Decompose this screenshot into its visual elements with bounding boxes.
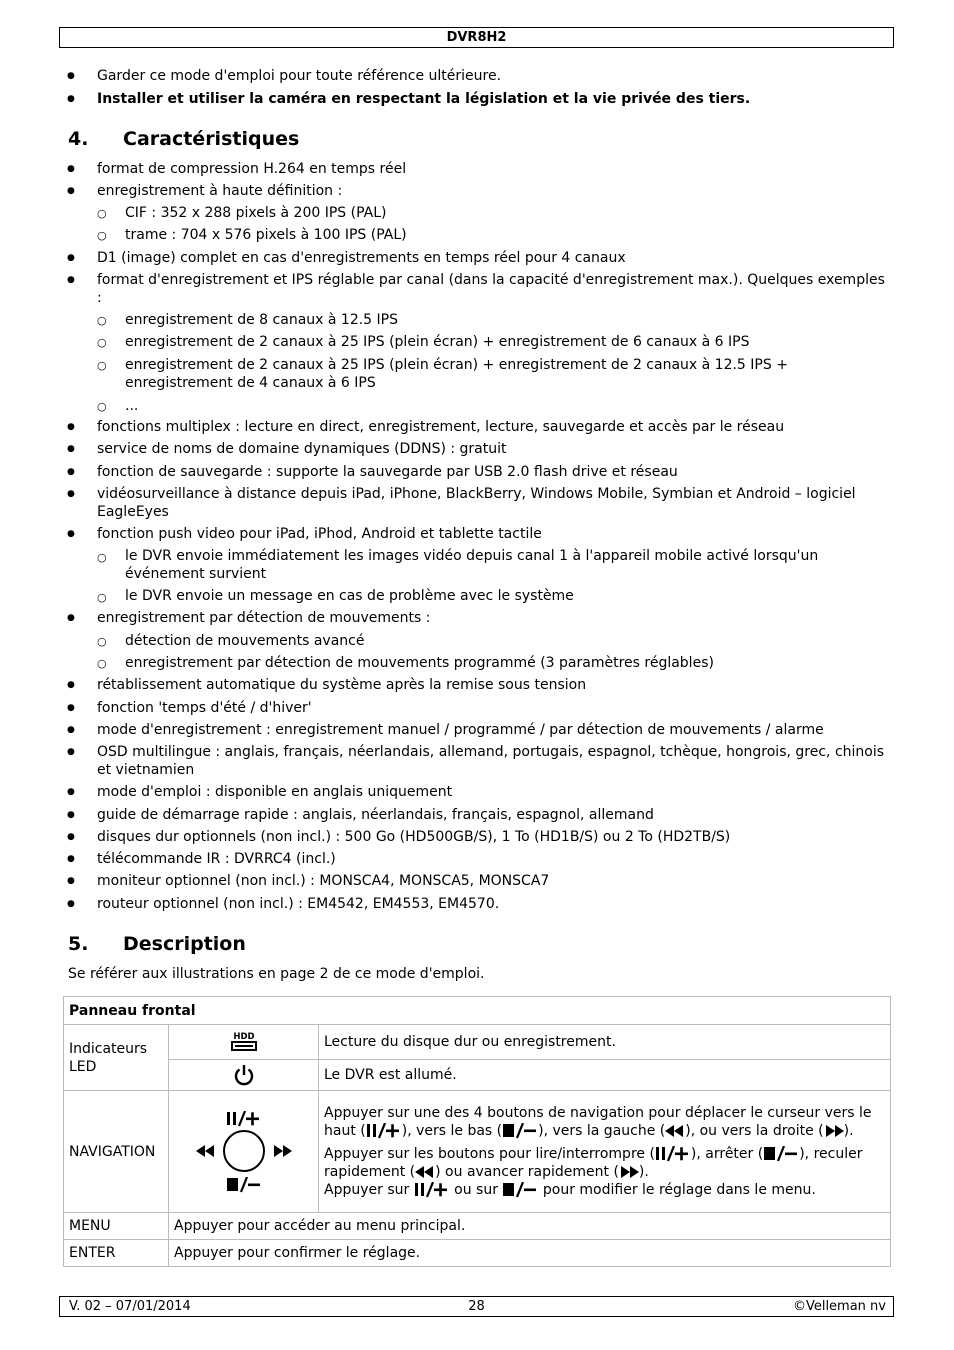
play-pause-plus-icon <box>366 1123 402 1139</box>
menu-label: MENU <box>64 1213 169 1240</box>
list-subitem: le DVR envoie immédiatement les images vidéo depuis canal 1 à l'appareil mobile activé lorsqu'un événement survient <box>125 548 819 582</box>
list-subitem: CIF : 352 x 288 pixels à 200 IPS (PAL) <box>125 205 387 221</box>
page-header <box>59 27 894 48</box>
bullet: ● <box>67 253 75 263</box>
bullet: ● <box>67 529 75 539</box>
table-row <box>64 1060 891 1091</box>
bullet: ● <box>67 703 75 713</box>
navigation-pad-icon <box>188 1109 300 1195</box>
section-title: Caractéristiques <box>123 128 300 150</box>
table-row <box>64 1240 891 1267</box>
rewind-icon <box>415 1165 435 1179</box>
sub-bullet: ○ <box>97 359 107 372</box>
sub-bullet: ○ <box>97 400 107 413</box>
svg-text:HDD: HDD <box>232 1032 255 1042</box>
fast-forward-icon <box>824 1124 844 1138</box>
page-footer <box>59 1296 894 1317</box>
bullet: ● <box>67 747 75 757</box>
list-item: guide de démarrage rapide : anglais, néerlandais, français, espagnol, allemand <box>97 807 654 823</box>
list-item: disques dur optionnels (non incl.) : 500 Go (HD500GB/S), 1 To (HD1B/S) ou 2 To (HD2TB/S) <box>97 829 731 845</box>
section-title: Description <box>123 933 246 955</box>
list-item: format d'enregistrement et IPS réglable par canal (dans la capacité d'enregistrement max.). Quelques exemples : <box>97 272 885 306</box>
play-pause-plus-icon <box>414 1182 450 1198</box>
sub-bullet: ○ <box>97 229 107 242</box>
list-subitem: trame : 704 x 576 pixels à 100 IPS (PAL) <box>125 227 407 243</box>
list-item: mode d'enregistrement : enregistrement manuel / programmé / par détection de mouvements / alarme <box>97 722 824 738</box>
list-item: D1 (image) complet en cas d'enregistrements en temps réel pour 4 canaux <box>97 250 626 266</box>
list-item: fonctions multiplex : lecture en direct, enregistrement, lecture, sauvegarde et accès par le réseau <box>97 419 785 435</box>
list-subitem: enregistrement de 8 canaux à 12.5 IPS <box>125 312 398 328</box>
list-item: vidéosurveillance à distance depuis iPad, iPhone, BlackBerry, Windows Mobile, Symbian et Android – logiciel EagleEyes <box>97 486 856 520</box>
list-subitem: ... <box>125 398 139 414</box>
footer-page-number: 28 <box>468 1299 485 1314</box>
list-item: enregistrement à haute définition : <box>97 183 343 199</box>
bullet: ● <box>67 899 75 909</box>
bullet: ● <box>67 467 75 477</box>
bullet: ● <box>67 876 75 886</box>
nav-desc-playback: Appuyer sur les boutons pour lire/interrompre ( ), arrêter ( ), reculer rapidement ( ) ou avancer rapidement ( ). <box>324 1146 863 1180</box>
sub-bullet: ○ <box>97 635 107 648</box>
hdd-led-icon <box>230 1030 258 1054</box>
footer-version: V. 02 – 07/01/2014 <box>69 1299 191 1314</box>
bullet: ● <box>67 164 75 174</box>
list-item: moniteur optionnel (non incl.) : MONSCA4, MONSCA5, MONSCA7 <box>97 873 550 889</box>
section-number: 5. <box>68 933 89 955</box>
power-icon <box>232 1063 256 1087</box>
power-desc: Le DVR est allumé. <box>319 1060 891 1091</box>
power-cell <box>169 1060 319 1091</box>
table-row <box>64 1025 891 1060</box>
section-intro: Se référer aux illustrations en page 2 de ce mode d'emploi. <box>68 966 485 982</box>
bullet: ● <box>67 444 75 454</box>
list-subitem: le DVR envoie un message en cas de problème avec le système <box>125 588 574 604</box>
front-panel-table <box>63 996 891 1267</box>
list-item: enregistrement par détection de mouvements : <box>97 610 431 626</box>
enter-desc: Appuyer pour confirmer le réglage. <box>169 1240 891 1267</box>
nav-label: NAVIGATION <box>64 1091 169 1213</box>
list-subitem: enregistrement de 2 canaux à 25 IPS (plein écran) + enregistrement de 6 canaux à 6 IPS <box>125 334 750 350</box>
nav-cell <box>169 1091 319 1213</box>
stop-minus-icon <box>502 1182 538 1198</box>
hdd-desc: Lecture du disque dur ou enregistrement. <box>319 1025 891 1060</box>
menu-desc: Appuyer pour accéder au menu principal. <box>169 1213 891 1240</box>
list-item: fonction push video pour iPad, iPhod, Android et tablette tactile <box>97 526 542 542</box>
nav-desc-adjust: Appuyer sur ou sur pour modifier le réglage dans le menu. <box>324 1182 816 1198</box>
list-item: télécommande IR : DVRRC4 (incl.) <box>97 851 336 867</box>
list-item: routeur optionnel (non incl.) : EM4542, EM4553, EM4570. <box>97 896 500 912</box>
table-row <box>64 997 891 1025</box>
bullet: ● <box>67 787 75 797</box>
sub-bullet: ○ <box>97 336 107 349</box>
sub-bullet: ○ <box>97 207 107 220</box>
list-item: service de noms de domaine dynamiques (DDNS) : gratuit <box>97 441 507 457</box>
list-item: rétablissement automatique du système après la remise sous tension <box>97 677 587 693</box>
play-pause-plus-icon <box>655 1146 691 1162</box>
rewind-icon <box>665 1124 685 1138</box>
bullet: ● <box>67 854 75 864</box>
list-item: Installer et utiliser la caméra en respectant la législation et la vie privée des tiers. <box>97 91 751 107</box>
list-subitem: enregistrement de 2 canaux à 25 IPS (plein écran) + enregistrement de 2 canaux à 12.5 IPS + enregistrement de 4 canaux à 6 IPS <box>125 357 788 391</box>
led-label: Indicateurs LED <box>64 1025 169 1091</box>
table-row <box>64 1091 891 1213</box>
bullet: ● <box>67 489 75 499</box>
bullet: ● <box>67 810 75 820</box>
nav-desc <box>319 1091 891 1213</box>
list-subitem: enregistrement par détection de mouvements programmé (3 paramètres réglables) <box>125 655 714 671</box>
bullet: ● <box>67 71 75 81</box>
table-heading: Panneau frontal <box>64 997 891 1025</box>
list-item: mode d'emploi : disponible en anglais uniquement <box>97 784 453 800</box>
sub-bullet: ○ <box>97 657 107 670</box>
list-item: Garder ce mode d'emploi pour toute référence ultérieure. <box>97 68 502 84</box>
fast-forward-icon <box>619 1165 639 1179</box>
list-item: OSD multilingue : anglais, français, néerlandais, allemand, portugais, espagnol, tchèque, hongrois, grec, chinois et vietnamien <box>97 744 885 778</box>
list-item: fonction 'temps d'été / d'hiver' <box>97 700 312 716</box>
bullet: ● <box>67 422 75 432</box>
footer-copyright: ©Velleman nv <box>792 1299 886 1314</box>
sub-bullet: ○ <box>97 551 107 564</box>
table-row <box>64 1213 891 1240</box>
bullet: ● <box>67 613 75 623</box>
nav-desc-move: Appuyer sur une des 4 boutons de navigation pour déplacer le curseur vers le haut ( ), vers le bas ( ), vers la gauche ( ), ou vers la droite ( ). <box>324 1105 872 1139</box>
section-number: 4. <box>68 128 89 150</box>
header-title: DVR8H2 <box>446 30 507 45</box>
list-item: fonction de sauvegarde : supporte la sauvegarde par USB 2.0 flash drive et réseau <box>97 464 678 480</box>
stop-minus-icon <box>502 1123 538 1139</box>
bullet: ● <box>67 680 75 690</box>
bullet: ● <box>67 94 75 104</box>
bullet: ● <box>67 186 75 196</box>
stop-minus-icon <box>763 1146 799 1162</box>
enter-label: ENTER <box>64 1240 169 1267</box>
bullet: ● <box>67 275 75 285</box>
hdd-cell <box>169 1025 319 1060</box>
sub-bullet: ○ <box>97 314 107 327</box>
list-item: format de compression H.264 en temps réel <box>97 161 407 177</box>
list-subitem: détection de mouvements avancé <box>125 633 365 649</box>
sub-bullet: ○ <box>97 591 107 604</box>
bullet: ● <box>67 725 75 735</box>
bullet: ● <box>67 832 75 842</box>
